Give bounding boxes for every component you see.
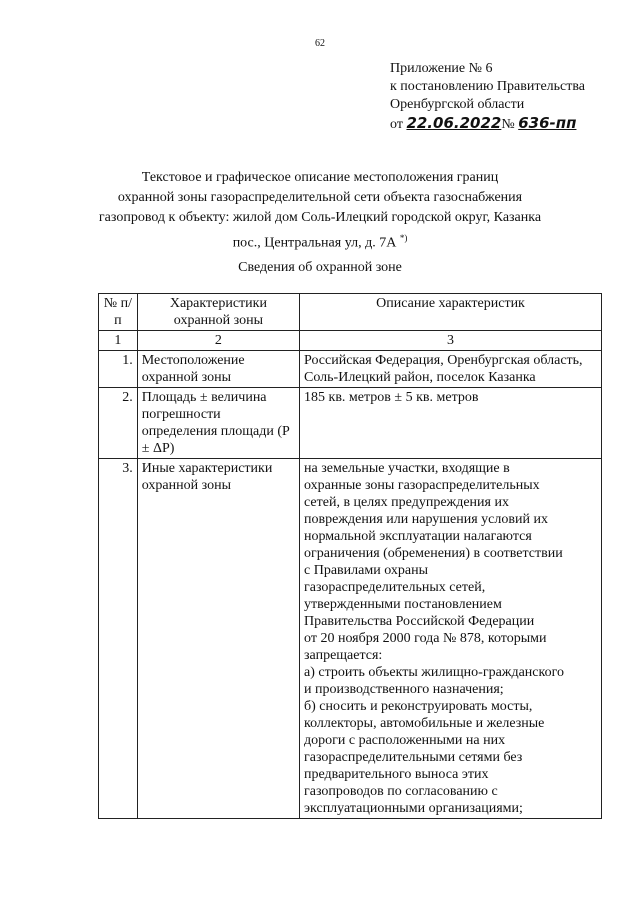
description-line: запрещается: [304, 648, 383, 663]
page-number: 62 [315, 38, 325, 49]
footnote-mark: *) [399, 233, 408, 243]
description-line: предварительного выноса этих [304, 767, 489, 782]
column-number: 2 [137, 331, 299, 351]
appendix-line1: Приложение № 6 [390, 61, 493, 76]
description-line: повреждения или нарушения условий их [304, 512, 548, 527]
description-line: а) строить объекты жилищно-гражданского [304, 665, 564, 680]
zone-table [98, 293, 602, 819]
handwritten-date: 22.06.2022 [406, 114, 502, 132]
description-line: на земельные участки, входящие в [304, 461, 510, 476]
description-line: ограничения (обременения) в соответствии [304, 546, 563, 561]
header-description: Описание характеристик [300, 294, 602, 331]
number-sign: № [501, 117, 515, 132]
appendix-line2: к постановлению Правительства [390, 79, 586, 94]
appendix-date-line [390, 114, 588, 134]
section-subtitle: Сведения об охранной зоне [238, 260, 402, 275]
column-number-row [99, 331, 602, 351]
title-line4 [60, 228, 580, 254]
header-characteristic: Характеристики охранной зоны [137, 294, 299, 331]
description-line: от 20 ноября 2000 года № 878, которыми [304, 631, 547, 646]
row-description: 185 кв. метров ± 5 кв. метров [300, 388, 602, 459]
description-line: газораспределительными сетями без [304, 750, 523, 765]
row-characteristic: Площадь ± величина погрешности определения площади (Р ± ΔР) [137, 388, 299, 459]
title-line3: газопровод к объекту: жилой дом Соль-Илецкий городской округ, Казанка [98, 210, 542, 225]
document-title [60, 168, 580, 254]
row-characteristic: Местоположение охранной зоны [137, 351, 299, 388]
row-description: Российская Федерация, Оренбургская область, Соль-Илецкий район, поселок Казанка [300, 351, 602, 388]
table-row [99, 459, 602, 819]
description-line: и производственного назначения; [304, 682, 504, 697]
table-row [99, 351, 602, 388]
description-line: нормальной эксплуатации налагаются [304, 529, 532, 544]
title-line2: охранной зоны газораспределительной сети объекта газоснабжения [117, 190, 523, 205]
appendix-line3: Оренбургской области [390, 97, 525, 112]
row-description [300, 459, 602, 819]
column-number: 1 [99, 331, 138, 351]
description-line: охранные зоны газораспределительных [304, 478, 540, 493]
row-characteristic: Иные характеристики охранной зоны [137, 459, 299, 819]
date-prefix: от [390, 117, 403, 132]
description-line: газораспределительных сетей, [304, 580, 486, 595]
description-line: сетей, в целях предупреждения их [304, 495, 509, 510]
row-number: 2. [99, 388, 138, 459]
title-line1: Текстовое и графическое описание местоположения границ [141, 170, 499, 185]
description-line: коллекторы, автомобильные и железные [304, 716, 545, 731]
row-number: 1. [99, 351, 138, 388]
handwritten-number: 636-пп [518, 114, 577, 132]
header-number: № п/п [99, 294, 138, 331]
appendix-block [390, 60, 588, 134]
description-line: дороги с расположенными на них [304, 733, 506, 748]
title-line4-text: пос., Центральная ул, д. 7А [232, 235, 397, 251]
description-line: б) сносить и реконструировать мосты, [304, 699, 533, 714]
column-number: 3 [300, 331, 602, 351]
description-line: утвержденными постановлением [304, 597, 502, 612]
description-line: Правительства Российской Федерации [304, 614, 535, 629]
description-line: с Правилами охраны [304, 563, 428, 578]
table-row [99, 388, 602, 459]
table-header-row [99, 294, 602, 331]
row-number: 3. [99, 459, 138, 819]
description-line: эксплуатационными организациями; [304, 801, 523, 816]
description-line: газопроводов по согласованию с [304, 784, 498, 799]
